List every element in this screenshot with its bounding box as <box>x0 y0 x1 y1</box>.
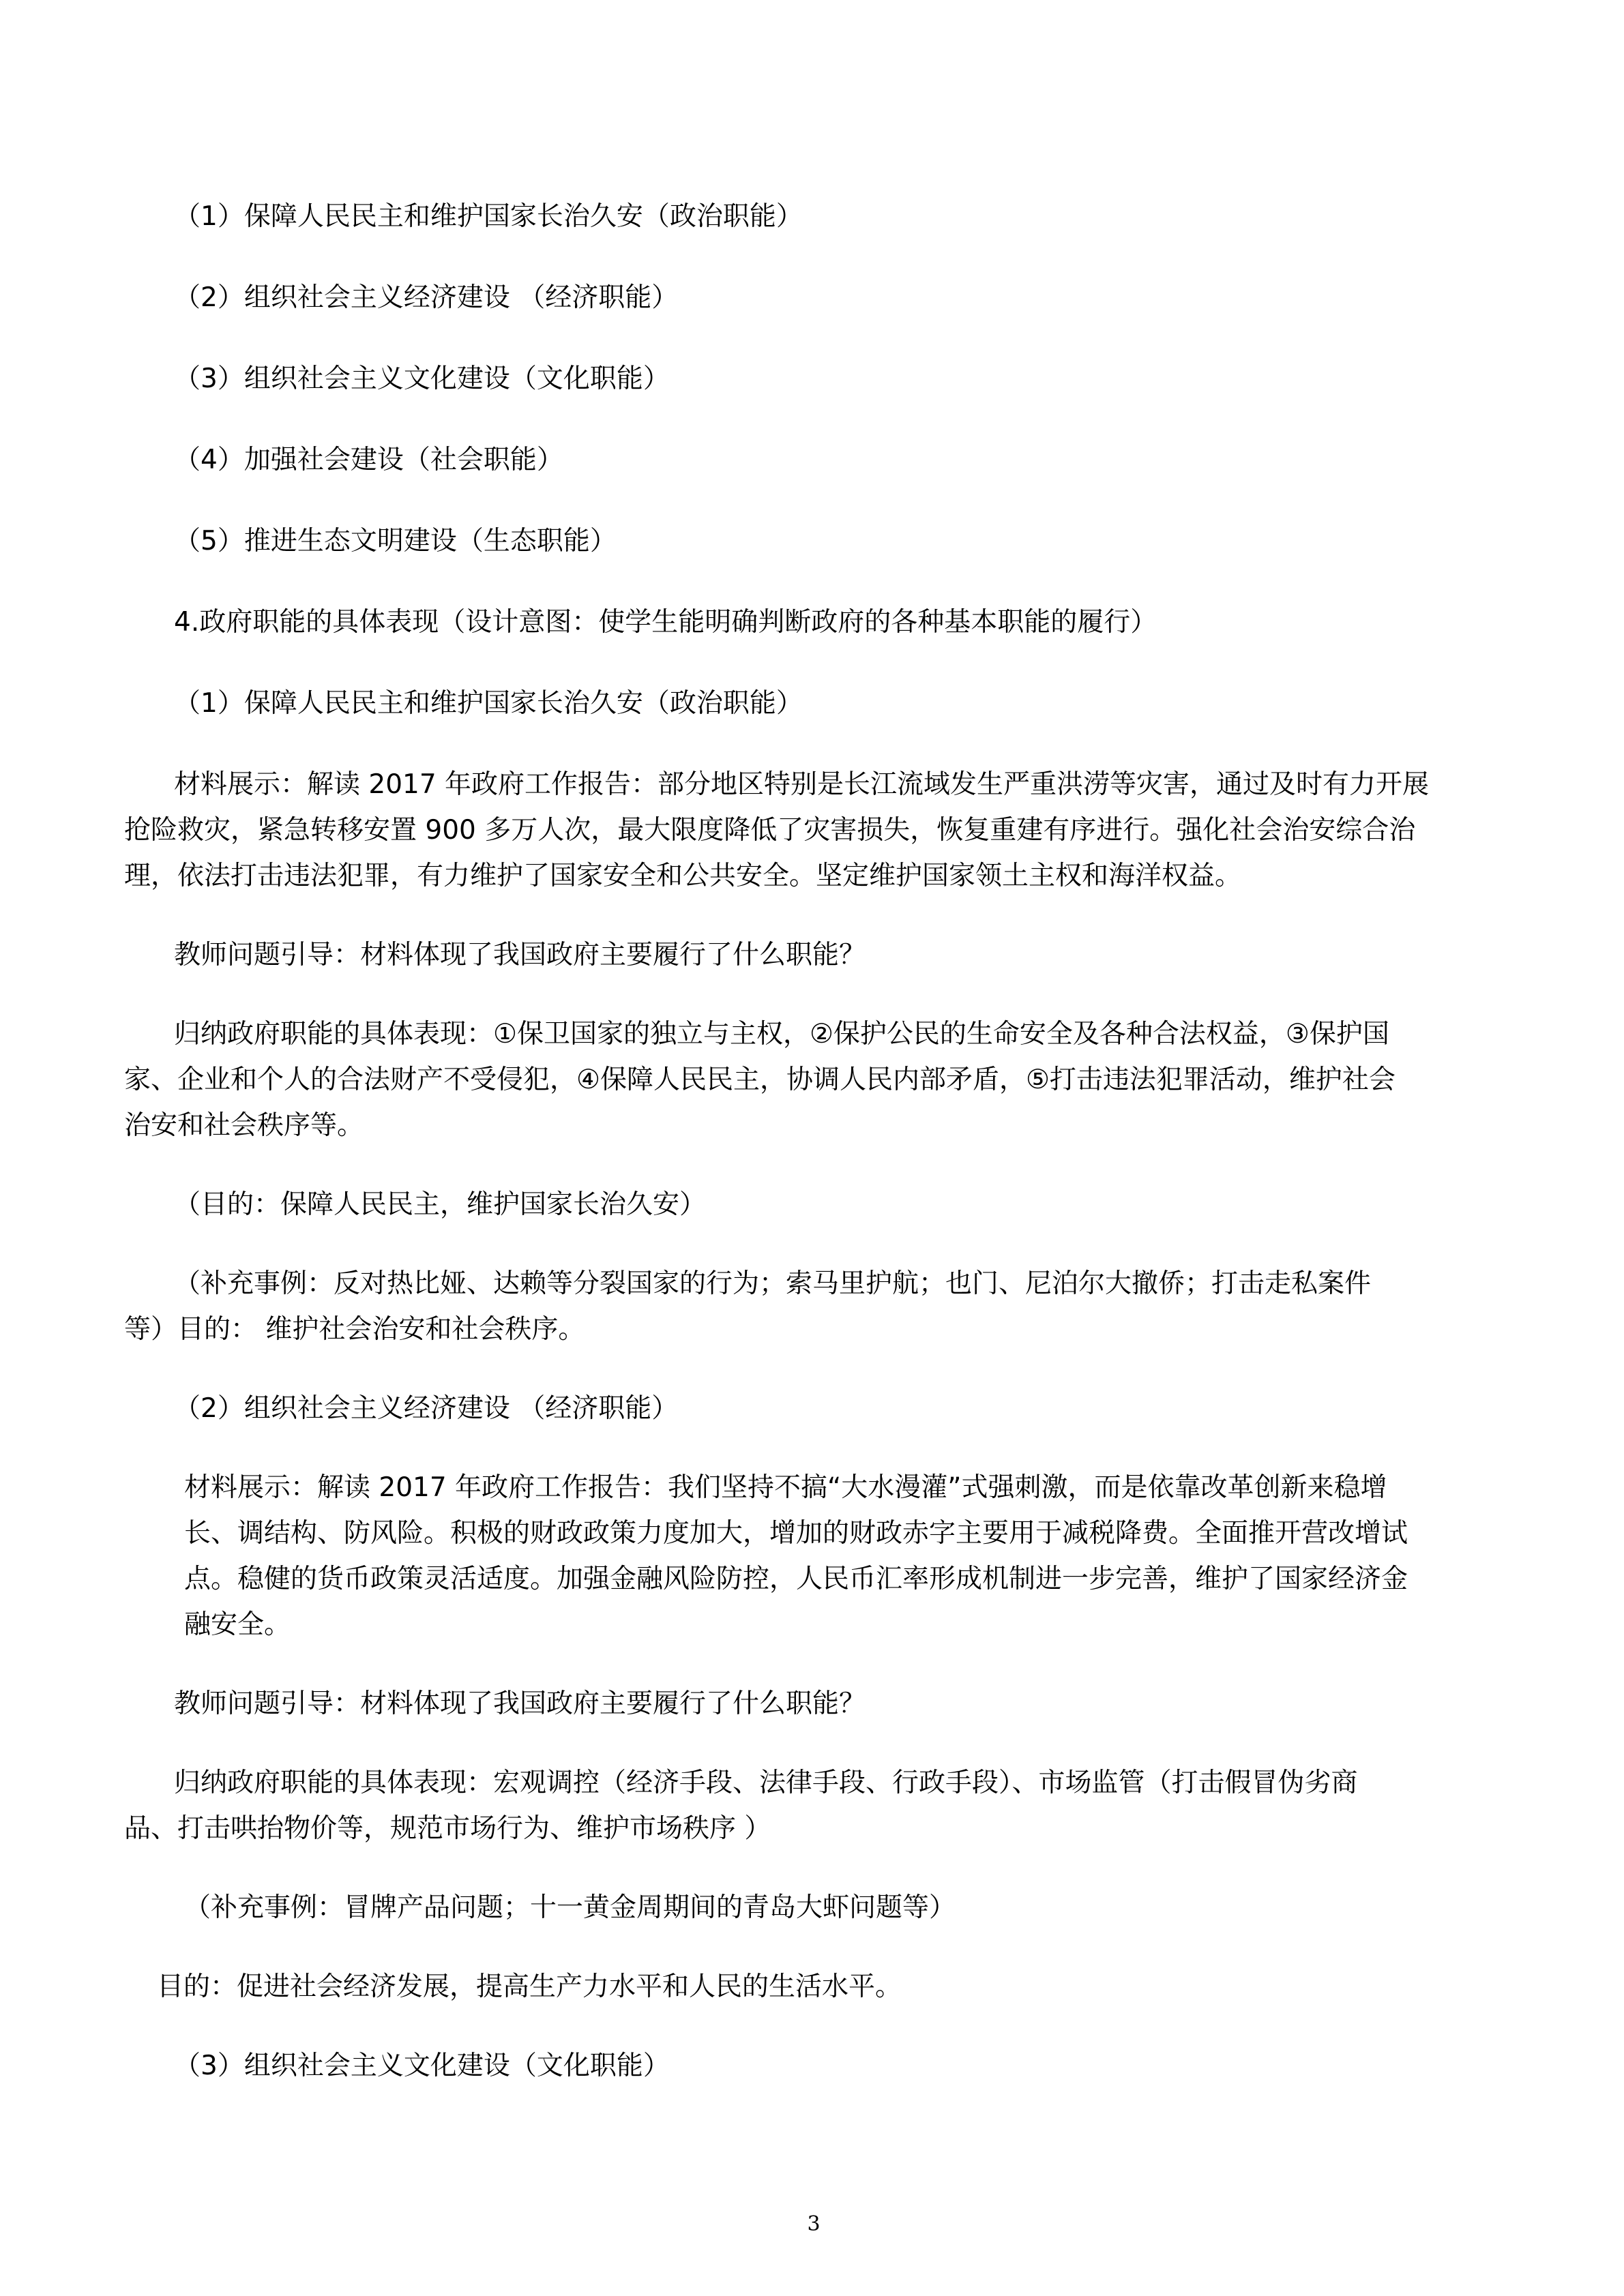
subsection-heading-cultural: （3）组织社会主义文化建设（文化职能） <box>174 2051 670 2081</box>
summary-paragraph-economic-line: 品、打击哄抬物价等，规范市场行为、维护市场秩序 ） <box>124 1813 771 1844</box>
function-item-social: （4）加强社会建设（社会职能） <box>174 445 563 475</box>
summary-paragraph-political-line: 家、企业和个人的合法财产不受侵犯，④保障人民民主，协调人民内部矛盾，⑤打击违法犯罪活动，维护社会 <box>124 1064 1396 1095</box>
material-paragraph-economic-line: 融安全。 <box>184 1609 291 1640</box>
function-item-cultural: （3）组织社会主义文化建设（文化职能） <box>174 363 670 394</box>
teacher-question: 教师问题引导：材料体现了我国政府主要履行了什么职能？ <box>174 940 866 970</box>
supplementary-example-line: （补充事例：反对热比娅、达赖等分裂国家的行为；索马里护航；也门、尼泊尔大撤侨；打击走私案件 <box>174 1268 1372 1299</box>
function-item-political: （1）保障人民民主和维护国家长治久安（政治职能） <box>174 201 803 232</box>
function-item-ecological: （5）推进生态文明建设（生态职能） <box>174 526 617 556</box>
section-heading: 4.政府职能的具体表现（设计意图：使学生能明确判断政府的各种基本职能的履行） <box>174 607 1157 638</box>
summary-paragraph-political-line: 归纳政府职能的具体表现：①保卫国家的独立与主权，②保护公民的生命安全及各种合法权益，③保护国 <box>174 1019 1389 1049</box>
material-paragraph-political-line: 材料展示：解读 2017 年政府工作报告：部分地区特别是长江流域发生严重洪涝等灾害，通过及时有力开展 <box>174 769 1430 800</box>
supplementary-example-line: （补充事例：冒牌产品问题；十一黄金周期间的青岛大虾问题等） <box>184 1892 956 1923</box>
summary-paragraph-economic-line: 归纳政府职能的具体表现：宏观调控（经济手段、法律手段、行政手段）、市场监管（打击假冒伪劣商 <box>174 1768 1358 1798</box>
function-item-economic: （2）组织社会主义经济建设 （经济职能） <box>174 282 679 313</box>
purpose-note: （目的：保障人民民主，维护国家长治久安） <box>174 1189 707 1220</box>
material-paragraph-economic-line: 点。稳健的货币政策灵活适度。加强金融风险防控，人民币汇率形成机制进一步完善，维护了国家经济金 <box>184 1564 1408 1594</box>
subsection-heading-political: （1）保障人民民主和维护国家长治久安（政治职能） <box>174 688 803 719</box>
material-paragraph-economic-line: 长、调结构、防风险。积极的财政政策力度加大，增加的财政赤字主要用于减税降费。全面推开营改增试 <box>184 1518 1408 1549</box>
material-paragraph-political-line: 理，依法打击违法犯罪，有力维护了国家安全和公共安全。坚定维护国家领土主权和海洋权益。 <box>124 861 1242 891</box>
page-number: 3 <box>807 2212 821 2236</box>
subsection-heading-economic: （2）组织社会主义经济建设 （经济职能） <box>174 1393 679 1424</box>
material-paragraph-economic-line: 材料展示：解读 2017 年政府工作报告：我们坚持不搞“大水漫灌”式强刺激，而是依靠改革创新来稳增 <box>184 1472 1387 1503</box>
supplementary-example-line: 等）目的： 维护社会治安和社会秩序。 <box>124 1314 585 1345</box>
material-paragraph-political-line: 抢险救灾，紧急转移安置 900 多万人次，最大限度降低了灾害损失，恢复重建有序进行。强化社会治安综合治 <box>124 815 1416 846</box>
summary-paragraph-political-line: 治安和社会秩序等。 <box>124 1110 364 1141</box>
teacher-question: 教师问题引导：材料体现了我国政府主要履行了什么职能？ <box>174 1688 866 1719</box>
purpose-note: 目的：促进社会经济发展，提高生产力水平和人民的生活水平。 <box>157 1971 902 2002</box>
